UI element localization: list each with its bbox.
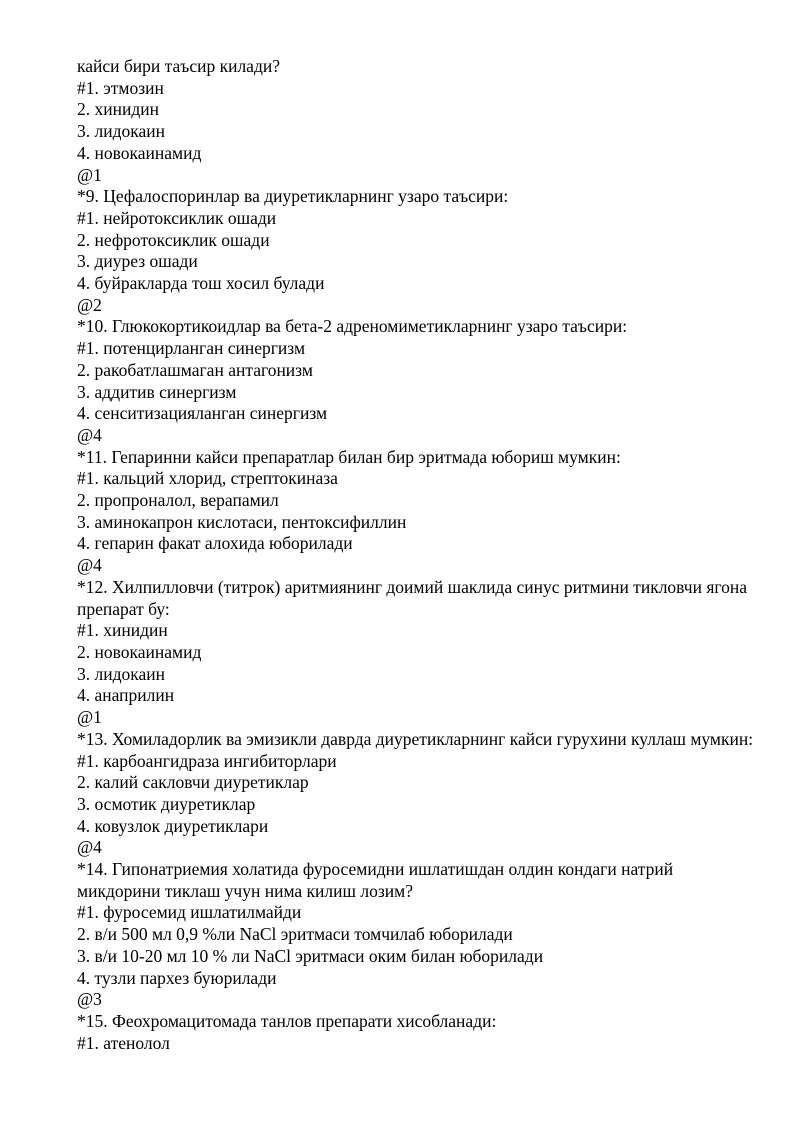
correct-answer-marker: @3	[77, 989, 102, 1010]
question-15: *15. Феохромацитомада танлов препарати хисобланади:	[77, 1010, 497, 1031]
answer-option: #1. этмозин	[77, 77, 164, 98]
answer-option: 2. новокаинамид	[77, 641, 202, 662]
answer-option: 3. аминокапрон кислотаси, пентоксифиллин	[77, 511, 407, 532]
answer-option: 2. нефротоксиклик ошади	[77, 229, 270, 250]
correct-answer-marker: @1	[77, 164, 102, 185]
answer-option: 2. калий сакловчи диуретиклар	[77, 772, 309, 793]
answer-option: 4. ковузлок диуретиклари	[77, 815, 269, 836]
answer-option: #1. потенцирланган синергизм	[77, 338, 306, 359]
question-9: *9. Цефалоспоринлар ва диуретикларнинг узаро таъсири:	[77, 186, 509, 207]
document-page	[77, 56, 757, 1054]
answer-option: 3. аддитив синергизм	[77, 381, 237, 402]
answer-option: #1. кальций хлорид, стрептокиназа	[77, 468, 338, 489]
answer-option: 3. осмотик диуретиклар	[77, 793, 256, 814]
answer-option: 4. анаприлин	[77, 685, 175, 706]
question-14: *14. Гипонатриемия холатида фуросемидни ишлатишдан олдин кондаги натрий микдорини тиклаш учун нима килиш лозим?	[77, 859, 674, 901]
correct-answer-marker: @2	[77, 294, 102, 315]
answer-option: #1. атенолол	[77, 1032, 170, 1053]
answer-option: 3. в/и 10-20 мл 10 % ли NaCl эритмаси оким билан юборилади	[77, 945, 544, 966]
answer-option: #1. нейротоксиклик ошади	[77, 207, 277, 228]
answer-option: #1. фуросемид ишлатилмайди	[77, 902, 302, 923]
answer-option: 4. тузли пархез буюрилади	[77, 967, 277, 988]
answer-option: #1. карбоангидраза ингибиторлари	[77, 750, 337, 771]
answer-option: 4. гепарин факат алохида юборилади	[77, 533, 353, 554]
answer-option: 4. буйракларда тош хосил булади	[77, 273, 325, 294]
text-line: кайси бири таъсир килади?	[77, 56, 280, 76]
answer-option: 2. в/и 500 мл 0,9 %ли NaCl эритмаси томчилаб юборилади	[77, 924, 513, 945]
answer-option: 2. хинидин	[77, 99, 159, 120]
answer-option: 3. лидокаин	[77, 121, 165, 142]
correct-answer-marker: @1	[77, 707, 102, 728]
answer-option: 2. ракобатлашмаган антагонизм	[77, 359, 313, 380]
answer-option: 4. новокаинамид	[77, 142, 202, 163]
answer-option: 2. пропроналол, верапамил	[77, 490, 279, 511]
question-13: *13. Хомиладорлик ва эмизикли даврда диуретикларнинг кайси гурухини куллаш мумкин:	[77, 728, 754, 749]
question-12: *12. Хилпилловчи (титрок) аритмиянинг доимий шаклида синус ритмини тикловчи ягона препарат бу:	[77, 576, 747, 619]
question-10: *10. Глюкокортикоидлар ва бета-2 адреномиметикларнинг узаро таъсири:	[77, 316, 628, 337]
correct-answer-marker: @4	[77, 424, 102, 445]
question-11: *11. Гепаринни кайси препаратлар билан бир эритмада юбориш мумкин:	[77, 446, 621, 467]
correct-answer-marker: @4	[77, 555, 102, 576]
answer-option: #1. хинидин	[77, 620, 168, 641]
answer-option: 3. диурез ошади	[77, 251, 198, 272]
answer-option: 4. сенситизацияланган синергизм	[77, 403, 328, 424]
correct-answer-marker: @4	[77, 837, 102, 858]
answer-option: 3. лидокаин	[77, 663, 165, 684]
